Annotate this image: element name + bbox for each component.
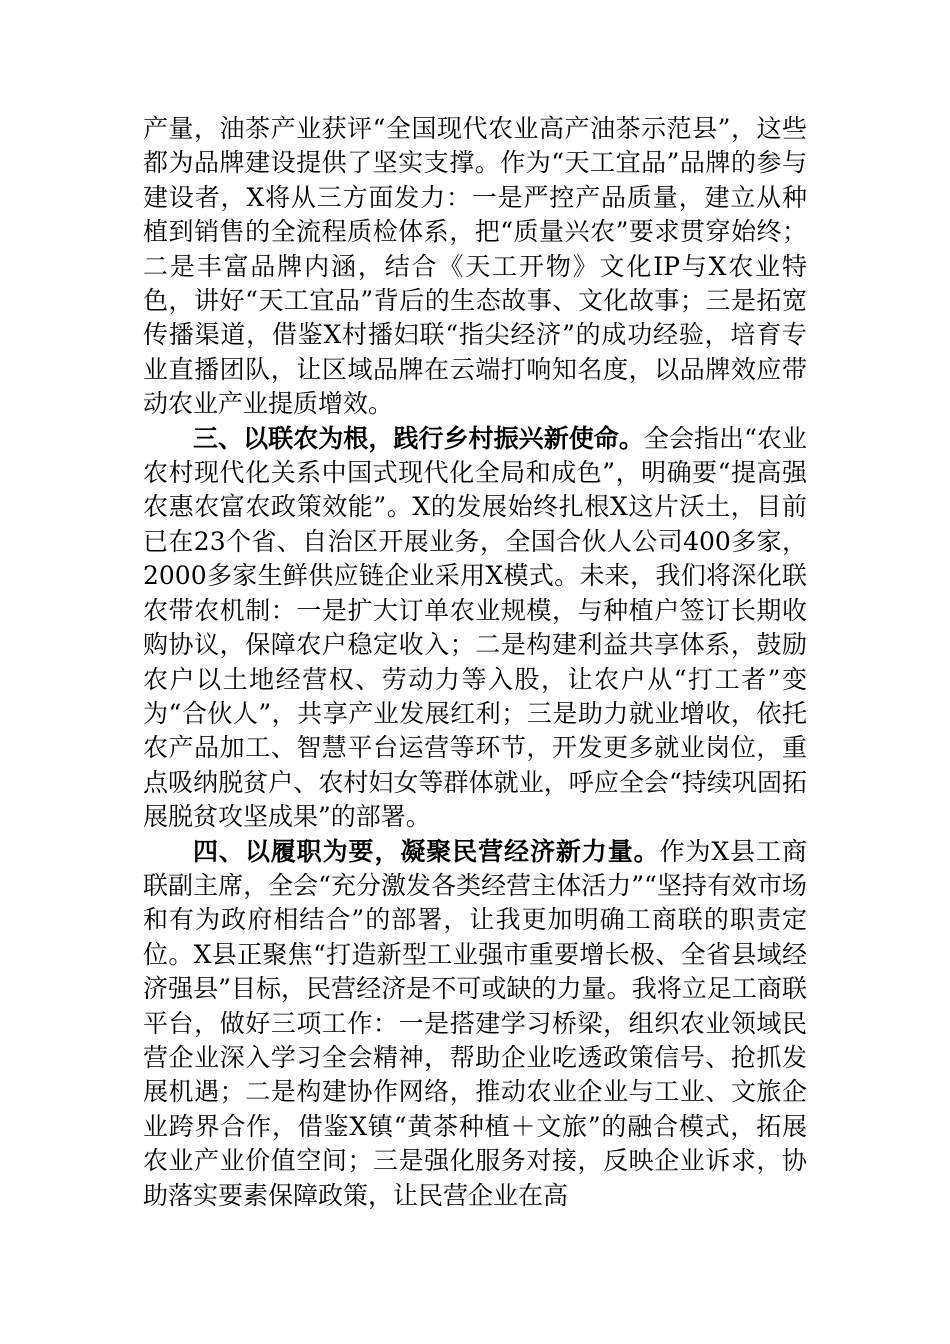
paragraph-2 (143, 422, 807, 835)
paragraph-2-text: 全会指出“农业农村现代化关系中国式现代化全局和成色”，明确要“提高强农惠农富农政策效能”。X的发展始终扎根X这片沃土，目前已在23个省、自治区开展业务，全国合伙人公司400多家，2000多家生鲜供应链企业采用X模式。未来，我们将深化联农带农机制：一是扩大订单农业规模，与种植户签订长期收购协议，保障农户稳定收入；二是构建利益共享体系，鼓励农户以土地经营权、劳动力等入股，让农户从“打工者”变为“合伙人”，共享产业发展红利；三是助力就业增收，依托农产品加工、智慧平台运营等环节，开发更多就业岗位，重点吸纳脱贫户、农村妇女等群体就业，呼应全会“持续巩固拓展脱贫攻坚成果”的部署。 (143, 423, 807, 832)
paragraph-2-heading: 三、以联农为根，践行乡村振兴新使命。 (193, 423, 644, 453)
paragraph-3 (143, 835, 807, 1213)
paragraph-3-heading: 四、以履职为要，凝聚民营经济新力量。 (193, 836, 660, 866)
paragraph-1 (143, 112, 807, 422)
document-body (143, 112, 807, 1213)
paragraph-1-text: 产量，油茶产业获评“全国现代农业高产油茶示范县”，这些都为品牌建设提供了坚实支撑。作为“天工宜品”品牌的参与建设者，X将从三方面发力：一是严控产品质量，建立从种植到销售的全流程质检体系，把“质量兴农”要求贯穿始终；二是丰富品牌内涵，结合《天工开物》文化IP与X农业特色，讲好“天工宜品”背后的生态故事、文化故事；三是拓宽传播渠道，借鉴X村播妇联“指尖经济”的成功经验，培育专业直播团队，让区域品牌在云端打响知名度，以品牌效应带动农业产业提质增效。 (143, 114, 807, 419)
paragraph-3-text: 作为X县工商联副主席，全会“充分激发各类经营主体活力”“坚持有效市场和有为政府相结合”的部署，让我更加明确工商联的职责定位。X县正聚焦“打造新型工业强市重要增长极、全省县域经济强县”目标，民营经济是不可或缺的力量。我将立足工商联平台，做好三项工作：一是搭建学习桥梁，组织农业领域民营企业深入学习全会精神，帮助企业吃透政策信号、抢抓发展机遇；二是构建协作网络，推动农业企业与工业、文旅企业跨界合作，借鉴X镇“黄茶种植＋文旅”的融合模式，拓展农业产业价值空间；三是强化服务对接，反映企业诉求，协助落实要素保障政策，让民营企业在高 (143, 836, 807, 1210)
